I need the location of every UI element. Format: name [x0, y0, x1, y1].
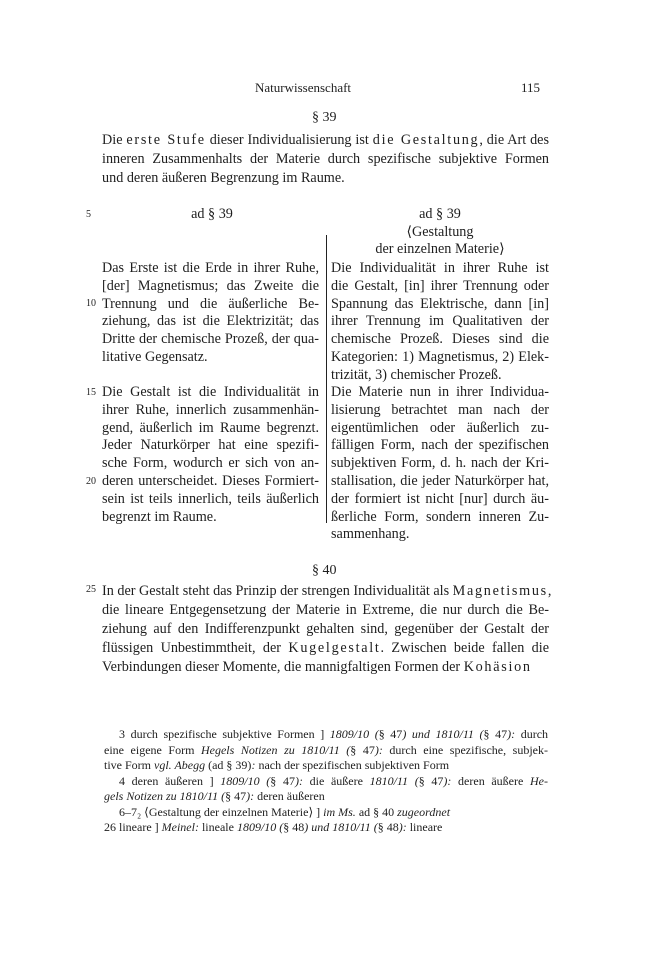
right-column-line: eigentümlichen oder äußerlich zu-	[331, 419, 549, 436]
section-40-line: Verbindungen dieser Momente, die mannigfaltigen Formen der Kohäsion	[102, 659, 532, 675]
section-40-line: flüssigen Unbestimmtheit, der Kugelgestalt. Zwischen beide fallen die	[102, 640, 549, 656]
section-number-39: § 39	[312, 110, 337, 125]
footnote-line: tive Form vgl. Abegg (ad § 39): nach der spezifischen subjektiven Form	[104, 758, 450, 772]
left-column-line: ziehung, das ist die Elektrizität; das	[102, 313, 319, 330]
left-column-line: Trennung und die äußerliche Be-	[102, 295, 319, 312]
footnote-line: 6–7₂ ⟨Gestaltung der einzelnen Materie⟩ ] im Ms. ad § 40 zugeordnet	[119, 804, 451, 819]
section-39-line: und deren äußeren Begrenzung im Raume.	[102, 170, 345, 186]
right-column-line: Spannung das Elektrische, dann [in]	[331, 295, 549, 312]
right-column-heading-line: ⟨Gestaltung	[406, 223, 474, 240]
section-40-line: In der Gestalt steht das Prinzip der strengen Individualität als Magnetismus,	[102, 583, 552, 599]
right-column-line: ihrer Trennung im Qualitativen der	[331, 313, 549, 330]
section-40-line: die lineare Entgegensetzung der Materie in Extreme, die nur durch die Be-	[102, 602, 549, 618]
left-column-line: litative Gegensatz.	[102, 349, 208, 365]
right-column-heading-line: ad § 39	[419, 206, 461, 222]
right-column-line: lisierung betrachtet man nach der	[331, 401, 549, 418]
right-column-line: Die Individualität in ihrer Ruhe ist	[331, 260, 549, 276]
right-column-line: stallisation, die jeder Naturkörper hat,	[331, 473, 549, 489]
left-column-line: begrenzt im Raume.	[102, 508, 217, 525]
line-number: 25	[86, 584, 96, 595]
page-number: 115	[521, 80, 541, 95]
footnote-line: 3 durch spezifische subjektive Formen ] 1809/10 (§ 47) und 1810/11 (§ 47): durch	[119, 727, 549, 741]
right-column-line: Die Materie nun in ihrer Individua-	[331, 384, 549, 400]
right-column-line: der formiert ist nicht [nur] durch äu-	[331, 490, 549, 507]
footnote-line: gels Notizen zu 1810/11 (§ 47): deren äußeren	[104, 789, 325, 803]
section-number-40: § 40	[312, 563, 337, 578]
left-column-line: gend, äußerlich im Raume begrenzt.	[102, 419, 319, 436]
footnote-line: eine eigene Form Hegels Notizen zu 1810/11 (§ 47): durch eine spezifische, subjek-	[104, 742, 548, 757]
right-column-line: ßerliche Form, sondern inneren Zu-	[331, 508, 549, 525]
footnote-line: 26 lineare ] Meinel: lineale 1809/10 (§ 48) und 1810/11 (§ 48): lineare	[104, 820, 443, 834]
line-number: 15	[86, 387, 96, 398]
left-column-line: Jeder Naturkörper hat eine spezifi-	[102, 437, 319, 454]
section-40-line: ziehung auf den Indifferenzpunkt gehalten sind, gegenüber der Gestalt der	[102, 621, 549, 637]
right-column-line: subjektiven Form, d. h. nach der Kri-	[331, 455, 549, 472]
left-column-line: [der] Magnetismus; das Zweite die	[102, 277, 319, 294]
right-column-line: die Gestalt, [in] ihrer Trennung oder	[331, 277, 549, 294]
right-column-heading-line: der einzelnen Materie⟩	[375, 241, 505, 257]
line-number: 10	[86, 298, 96, 309]
right-column-line: chemische Prozeß. Dieses sind die	[331, 331, 549, 348]
column-divider	[326, 235, 327, 523]
line-number: 20	[86, 476, 96, 487]
line-number: 5	[86, 209, 91, 220]
left-column-line: ihrer Ruhe, innerlich zusammenhän-	[102, 401, 319, 418]
right-column-line: trizität, 3) chemischer Prozeß.	[331, 366, 502, 383]
right-column-line: fälligen Form, nach der spezifischen	[331, 437, 549, 454]
left-column-line: sein ist teils innerlich, teils äußerlich	[102, 490, 319, 507]
right-column-line: sammenhang.	[331, 526, 410, 543]
left-column-line: Dritte der chemische Prozeß, der qua-	[102, 331, 319, 348]
left-column-line: Die Gestalt ist die Individualität in	[102, 384, 319, 400]
right-column-line: Kategorien: 1) Magnetismus, 2) Elek-	[331, 349, 549, 365]
section-39-line: Die erste Stufe dieser Individualisierung ist die Gestaltung, die Art des	[102, 132, 550, 148]
footnote-line: 4 deren äußeren ] 1809/10 (§ 47): die äußere 1810/11 (§ 47): deren äußere He-	[119, 773, 548, 788]
section-39-line: inneren Zusammenhalts der Materie durch spezifische subjektive Formen	[102, 151, 549, 167]
left-column-heading: ad § 39	[191, 206, 233, 222]
left-column-line: deren unterscheidet. Dieses Formiert-	[102, 473, 319, 489]
left-column-line: Das Erste ist die Erde in ihrer Ruhe,	[102, 260, 319, 276]
running-title: Naturwissenschaft	[255, 80, 352, 95]
left-column-line: sche Form, wodurch er sich von an-	[102, 455, 319, 472]
